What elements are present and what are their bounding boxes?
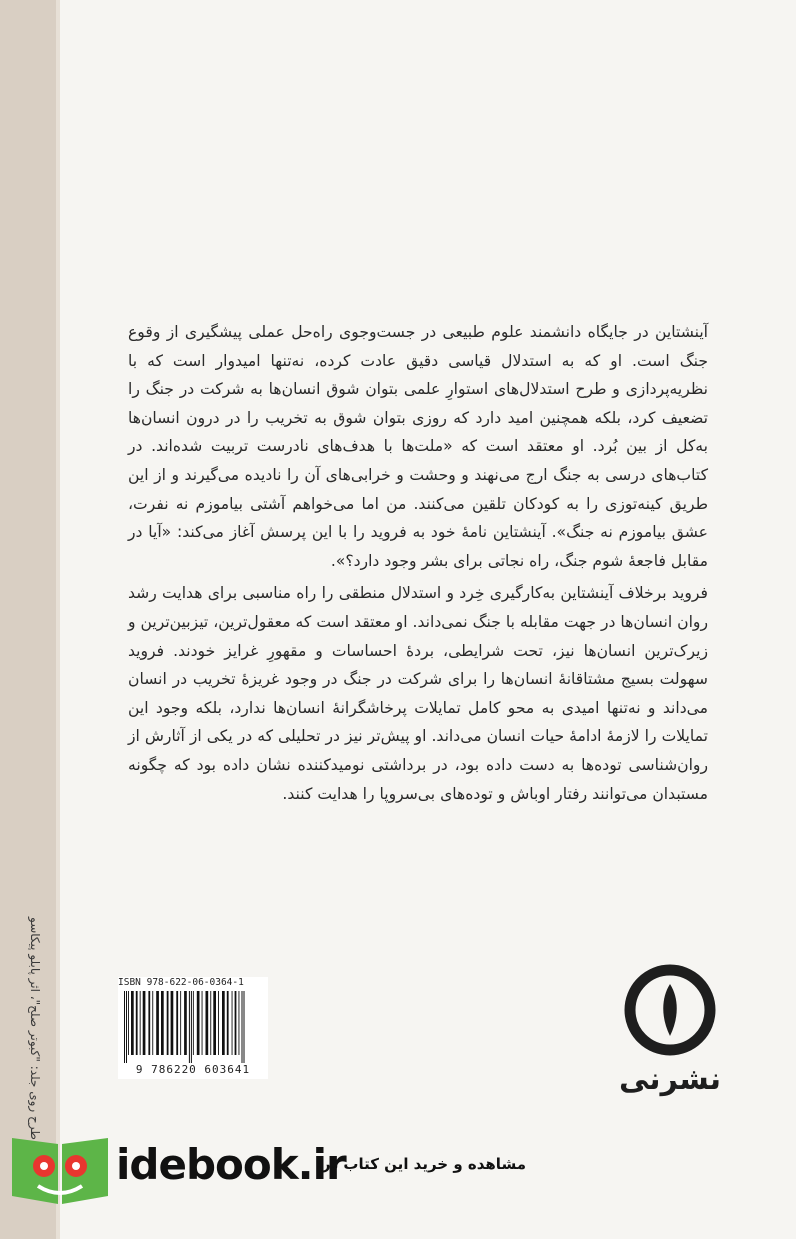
barcode-bar: [213, 991, 216, 1055]
barcode-bar: [222, 991, 225, 1055]
watermark-site-name[interactable]: idebook.ir: [116, 1140, 346, 1189]
barcode-bar: [167, 991, 169, 1055]
publisher-name: نشرنی: [618, 1062, 722, 1097]
barcode-bar: [143, 991, 146, 1055]
barcode-bar: [235, 991, 237, 1055]
barcode-digits: 9 786220 603641: [135, 1063, 251, 1076]
cover-design-credit: طرح روی جلد: "کبوتر صلح"، اثر پابلو پیکاسو: [28, 917, 42, 1140]
barcode-bar: [131, 991, 134, 1055]
barcode-bar: [124, 991, 125, 1063]
spine-edge: [56, 0, 60, 1239]
barcode-bar: [191, 991, 192, 1063]
open-book-icon: [8, 1130, 112, 1206]
barcode-bar: [148, 991, 150, 1055]
blurb-paragraph-freud: فروید برخلاف آینشتاین به‌کارگیری خِرد و استدلال منطقی را راه مناسبی برای هدایت رشد روان انسان‌ها در جهت مقابله با جنگ نمی‌داند. او معتقد است که معقول‌ترین، تیزبین‌ترین و زیرک‌ترین انسان‌ها نیز، تحت شرایطی، بردهٔ احساسات و مقهورِ غرایز خودند. فروید سهولت بسیج مشتاقانهٔ انسان‌ها را برای شرکت در جنگ در وجود غریزهٔ تخریب در انسان می‌داند و نه‌تنها امیدی به محو کامل تمایلات پرخاشگرانهٔ انسان‌ها ندارد، بلکه وجود این تمایلات را لازمهٔ ادامهٔ حیات انسان می‌داند. او پیش‌تر نیز در تحلیلی که در یکی از آثارش از روان‌شناسی توده‌ها به دست داده بود، در برداشتی نومیدکننده نشان داده بود که چگونه مستبدان می‌توانند رفتار اوباش و توده‌های بی‌سروپا را هدایت کنند.: [128, 584, 708, 803]
barcode-bar: [218, 991, 219, 1055]
barcode-bar: [184, 991, 187, 1055]
barcode-bar: [156, 991, 159, 1055]
barcode-bar: [193, 991, 194, 1055]
barcode-bar: [244, 991, 245, 1063]
barcode-bar: [126, 991, 127, 1063]
barcode-bar: [189, 991, 190, 1063]
watermark-cta: مشاهده و خرید این کتاب در:: [315, 1155, 526, 1173]
back-cover-blurb: [128, 318, 708, 808]
barcode-graphic: [122, 991, 264, 1063]
publisher-logo-icon: [622, 962, 718, 1058]
isbn-label: ISBN 978-622-06-0364-1: [118, 977, 244, 988]
barcode-bar: [128, 991, 129, 1055]
barcode-bar: [232, 991, 233, 1055]
barcode-bar: [197, 991, 200, 1055]
barcode-bar: [161, 991, 164, 1055]
barcode-bar: [171, 991, 174, 1055]
blurb-paragraph-einstein: آینشتاین در جایگاه دانشمند علوم طبیعی در جست‌وجوی راه‌حل عملی پیشگیری از وقوع جنگ است. او که به استدلال قیاسی دقیق عادت کرده، نه‌تنها امیدوار است که با نظریه‌پردازی و طرح استدلال‌های استوارِ علمی بتوان شوق انسان‌ها به شرکت در جنگ را تضعیف کرد، بلکه همچنین امید دارد که روزی بتوان شوق به تخریب را در درون انسان‌ها به‌کل از بین بُرد. او معتقد است که «ملت‌ها با هدف‌های نادرست تربیت شده‌اند. در کتاب‌های درسی به جنگ ارج می‌نهند و وحشت و خرابی‌های آن را نادیده می‌گیرند و از این طریق کینه‌توزی را به کودکان تلقین می‌کنند. من اما می‌خواهم آشتی بیاموزم نه نفرت، عشق بیاموزم نه جنگ». آینشتاین نامهٔ خود به فروید را با این پرسش آغاز می‌کند: «آیا در مقابل فاجعهٔ شوم جنگ، راه نجاتی برای بشر وجود دارد؟».: [128, 323, 708, 570]
barcode-bar: [239, 991, 240, 1055]
barcode-bar: [202, 991, 203, 1055]
barcode-bar: [152, 991, 153, 1055]
isbn-barcode-block: [118, 977, 268, 1079]
barcode-bar: [206, 991, 209, 1055]
barcode-bar: [210, 991, 211, 1055]
barcode-bar: [176, 991, 178, 1055]
barcode-bar: [180, 991, 181, 1055]
barcode-bar: [140, 991, 141, 1055]
barcode-bar: [227, 991, 229, 1055]
barcode-bar: [136, 991, 138, 1055]
barcode-bar: [242, 991, 243, 1063]
